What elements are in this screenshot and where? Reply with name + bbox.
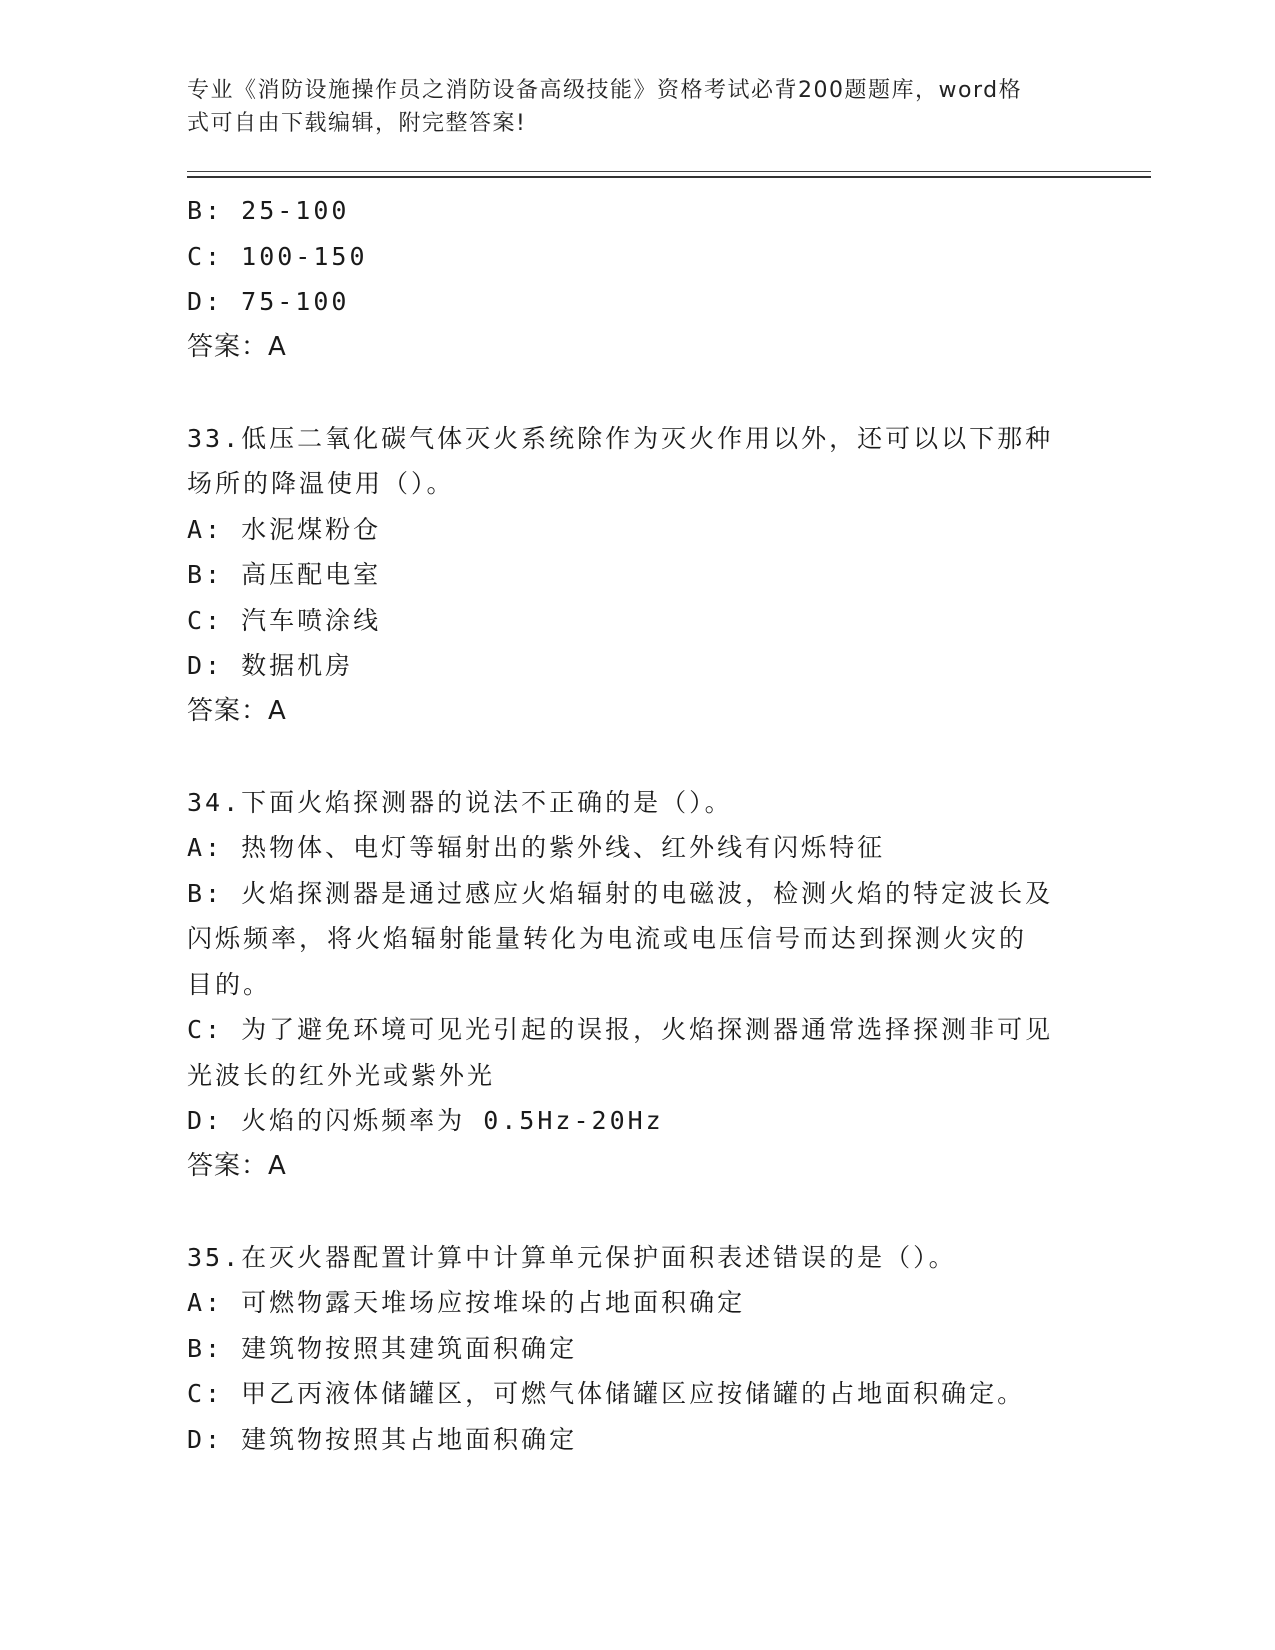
option-b: B: 高压配电室 xyxy=(187,560,382,589)
option-b: B: 建筑物按照其建筑面积确定 xyxy=(187,1333,578,1363)
document-header xyxy=(187,74,1087,140)
answer-line: 答案：A xyxy=(187,331,287,362)
answer-line: 答案：A xyxy=(187,1150,287,1181)
option-d: D: 火焰的闪烁频率为 0.5Hz-20Hz xyxy=(187,1106,664,1135)
answer-line: 答案：A xyxy=(187,695,287,726)
question-stem: 34.下面火焰探测器的说法不正确的是（）。 xyxy=(187,787,733,817)
option-b: B: 火焰探测器是通过感应火焰辐射的电磁波，检测火焰的特定波长及 xyxy=(187,878,1054,908)
header-line-1: 专业《消防设施操作员之消防设备高级技能》资格考试必背200题题库，word格 xyxy=(187,78,1023,103)
option-a: A: 热物体、电灯等辐射出的紫外线、红外线有闪烁特征 xyxy=(187,833,886,862)
question-34 xyxy=(187,780,1087,1190)
header-divider-thin xyxy=(187,171,1151,172)
question-content xyxy=(187,188,1087,1462)
option-d: D: 75-100 xyxy=(187,287,350,316)
header-divider-thick xyxy=(187,176,1151,178)
option-a: A: 水泥煤粉仓 xyxy=(187,514,382,544)
question-33 xyxy=(187,416,1087,735)
option-d: D: 建筑物按照其占地面积确定 xyxy=(187,1424,578,1454)
option-c: C: 汽车喷涂线 xyxy=(187,605,382,635)
question-stem-continued: 场所的降温使用（）。 xyxy=(187,469,455,498)
option-c: C: 100-150 xyxy=(187,241,368,271)
option-b-continued: 闪烁频率，将火焰辐射能量转化为电流或电压信号而达到探测火灾的 xyxy=(187,924,1028,953)
option-c: C: 为了避免环境可见光引起的误报，火焰探测器通常选择探测非可见 xyxy=(187,1015,1054,1044)
previous-question-tail xyxy=(187,188,1087,370)
question-stem: 35.在灭火器配置计算中计算单元保护面积表述错误的是（）。 xyxy=(187,1242,957,1272)
header-line-2: 式可自由下载编辑，附完整答案! xyxy=(187,111,527,136)
option-b: B: 25-100 xyxy=(187,196,350,225)
option-c: C: 甲乙丙液体储罐区，可燃气体储罐区应按储罐的占地面积确定。 xyxy=(187,1379,1026,1408)
option-d: D: 数据机房 xyxy=(187,651,354,680)
question-stem: 33.低压二氧化碳气体灭火系统除作为灭火作用以外，还可以以下那种 xyxy=(187,423,1054,453)
option-b-continued: 目的。 xyxy=(187,969,272,999)
question-35 xyxy=(187,1235,1087,1463)
option-a: A: 可燃物露天堆场应按堆垛的占地面积确定 xyxy=(187,1288,746,1317)
option-c-continued: 光波长的红外光或紫外光 xyxy=(187,1060,496,1090)
